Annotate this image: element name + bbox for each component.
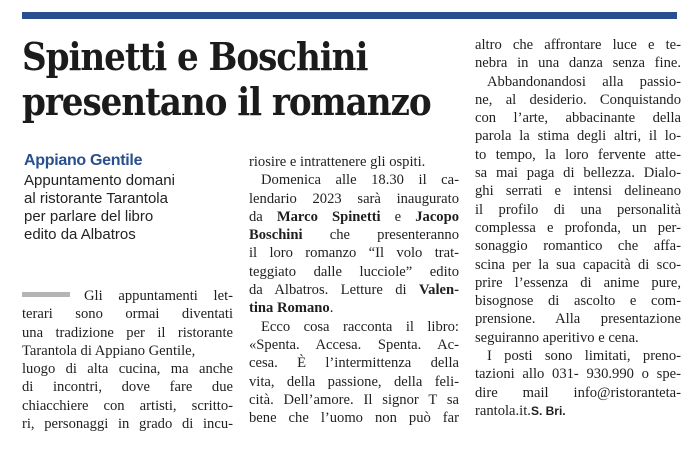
reader-name: Valen-: [418, 282, 459, 299]
body-line: dire mail info@ristoranteta-: [475, 384, 681, 401]
body-line: I posti sono limitati, preno-: [487, 348, 681, 365]
body-text: rantola.it.: [475, 402, 531, 419]
author-name: Marco Spinetti: [276, 208, 381, 225]
body-line: [249, 226, 459, 244]
body-line: ghi serrati e intensi delineano: [475, 183, 681, 200]
body-line: [249, 299, 459, 317]
body-line: ne, al desiderio. Conquistando: [475, 91, 681, 108]
body-column-1: [22, 287, 233, 433]
body-line: terari sono ormai diventati: [22, 306, 233, 323]
headline: [22, 34, 431, 124]
body-line: [475, 402, 681, 420]
author-name: Boschini: [249, 227, 303, 244]
body-line: complessa e profonda, un per-: [475, 219, 681, 236]
body-line: ri, personaggi in grado di incu-: [22, 416, 233, 433]
body-line: Abbandonandosi alla passio-: [487, 73, 681, 90]
body-line: prire l’essenza di anime pure,: [475, 274, 681, 291]
summary: [24, 172, 234, 244]
body-line: «Spenta. Accesa. Spenta. Ac-: [249, 336, 459, 353]
summary-line: per parlare del libro: [24, 208, 154, 225]
summary-line: edito da Albatros: [24, 226, 136, 243]
body-line: vita, della passione, della feli-: [249, 373, 459, 390]
author-signature: S. Bri.: [530, 403, 566, 418]
body-line: il loro romanzo “Il volo trat-: [249, 245, 459, 262]
body-line: teggiato dalle lucciole” edito: [249, 263, 459, 280]
body-line: una tradizione per il ristorante: [22, 324, 233, 341]
headline-line-1: Spinetti e Boschini: [22, 34, 368, 79]
body-text: da: [249, 208, 277, 225]
body-line: il profilo di una personalità: [475, 201, 681, 218]
body-line: sonaggio romantico che affa-: [475, 238, 681, 255]
body-line: [249, 281, 459, 299]
body-text: e: [380, 208, 416, 225]
body-line: seguiranno aperitivo e cena.: [475, 329, 639, 346]
body-line: cesa. È l’intermittenza della: [249, 355, 459, 372]
body-line: Domenica alle 18.30 il ca-: [261, 172, 459, 189]
body-text: da Albatros. Letture di: [249, 282, 419, 299]
body-line: prensione. Alla presentazione: [475, 311, 681, 328]
body-line: lendario 2023 sarà inaugurato: [249, 190, 459, 207]
body-line: cità. Dell’amore. Il signor T sa: [249, 391, 459, 408]
body-line: con l’arte, abbacinante della: [475, 110, 681, 127]
body-text: che presenteranno: [302, 227, 459, 244]
summary-line: Appuntamento domani: [24, 172, 175, 189]
body-line: Ecco cosa racconta il libro:: [261, 318, 459, 335]
body-line: sa mai paga di bellezza. Dialo-: [475, 165, 681, 182]
body-line: scina per la sua capacità di sco-: [475, 256, 681, 273]
body-line: Tarantola di Appiano Gentile,: [22, 342, 196, 359]
body-line: bisognose di ascolto e com-: [475, 293, 681, 310]
body-line: to tempo, la loro fervente atte-: [475, 146, 681, 163]
body-line: bene che l’uomo non può far: [249, 410, 459, 427]
body-line: riosire e intrattenere gli ospiti.: [249, 154, 426, 170]
headline-line-2: presentano il romanzo: [22, 79, 431, 124]
kicker-location: Appiano Gentile: [24, 152, 143, 169]
body-column-2: [249, 153, 459, 427]
body-line: luogo di alta cucina, ma anche: [22, 361, 233, 378]
section-top-bar: [22, 12, 677, 19]
body-line: chiacchiere con artisti, scritto-: [22, 397, 233, 414]
body-text: .: [329, 300, 334, 317]
reader-name: tina Romano: [249, 300, 330, 317]
body-line: tazioni allo 031- 930.990 o spe-: [475, 366, 681, 383]
summary-line: al ristorante Tarantola: [24, 190, 168, 207]
author-name: Jacopo: [415, 208, 459, 225]
body-line: di incontri, dove fare due: [22, 379, 233, 396]
body-line: nebra in una danza senza fine.: [475, 55, 681, 72]
body-line: parola la stima degli altri, il lo-: [475, 128, 681, 145]
body-column-3: [475, 36, 681, 420]
body-line: altro che affrontare luce e te-: [475, 37, 681, 53]
body-line: [249, 208, 459, 226]
body-line: Gli appuntamenti let-: [84, 288, 233, 304]
